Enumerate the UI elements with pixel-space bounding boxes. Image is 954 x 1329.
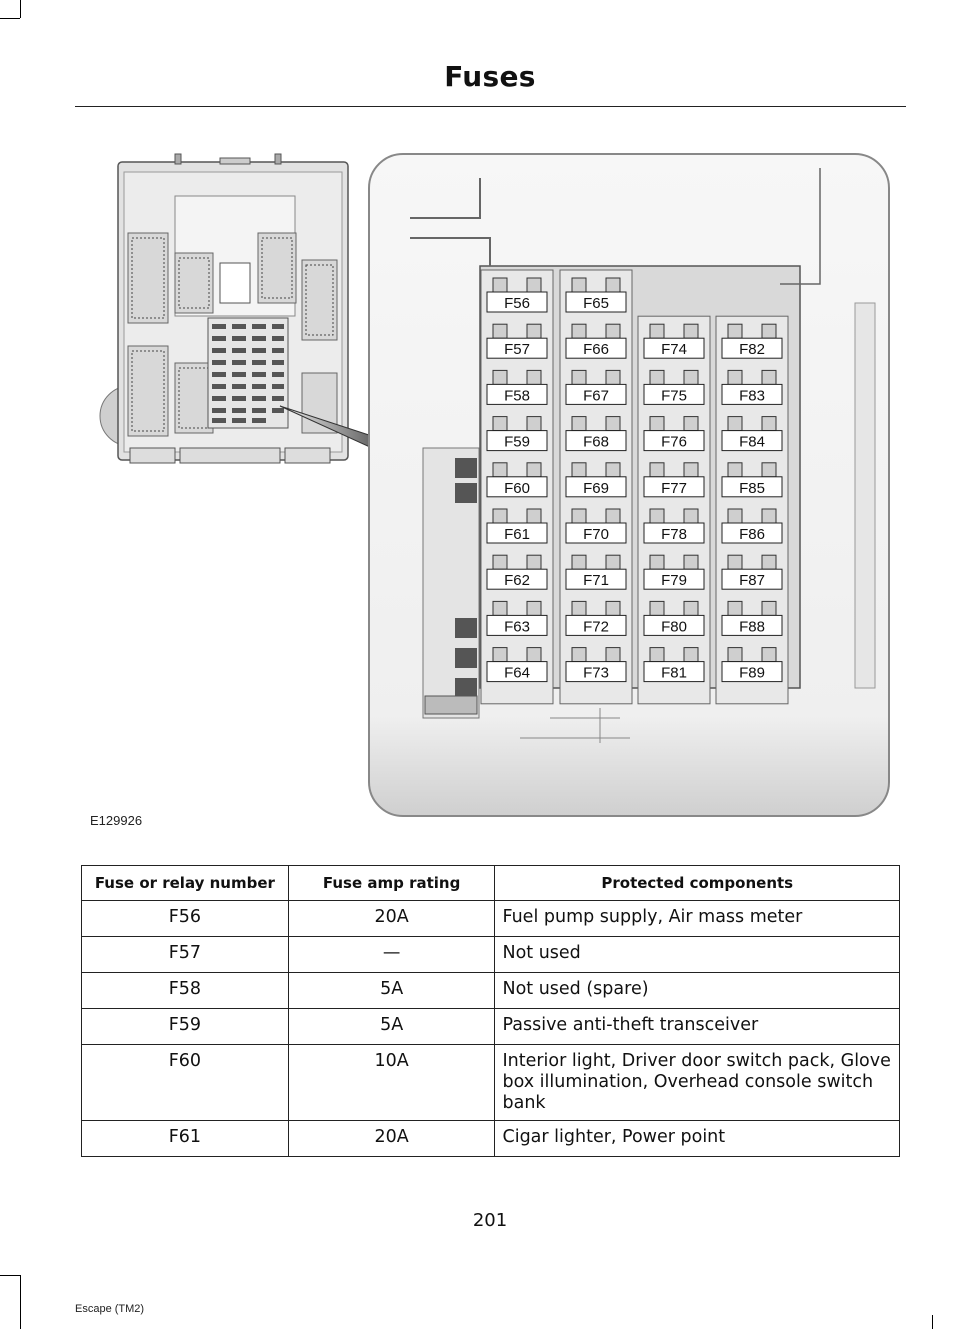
fuse-contact xyxy=(728,509,742,523)
fuse-contact xyxy=(606,648,620,662)
crop-mark xyxy=(0,1275,20,1276)
fuse-label: F62 xyxy=(504,572,530,590)
fuse-number-cell: F57 xyxy=(82,937,289,973)
fuse-contact xyxy=(493,417,507,431)
fuse-contact xyxy=(728,417,742,431)
fuse-column xyxy=(716,316,788,704)
fuse-contact xyxy=(650,324,664,338)
fuse-contact xyxy=(572,648,586,662)
fuse-contact xyxy=(762,324,776,338)
fuse-contact xyxy=(493,463,507,477)
fuse-contact xyxy=(684,417,698,431)
fuse-contact xyxy=(762,463,776,477)
column-header-amp-rating: Fuse amp rating xyxy=(288,866,495,901)
fuse-contact xyxy=(762,555,776,569)
fuse-contact xyxy=(606,601,620,615)
fuse-contact xyxy=(728,601,742,615)
fuse-contact xyxy=(572,278,586,292)
fuse-contact xyxy=(728,555,742,569)
fuse-contact xyxy=(684,601,698,615)
fuse-table xyxy=(81,865,900,1157)
fuse-label: F89 xyxy=(739,664,765,682)
fuse-contact xyxy=(493,509,507,523)
fuse-contact xyxy=(762,648,776,662)
crop-mark xyxy=(20,1275,21,1329)
amp-rating-cell: 5A xyxy=(288,973,495,1009)
fuse-contact xyxy=(527,648,541,662)
column-header-protected-components: Protected components xyxy=(495,866,900,901)
protected-components-cell: Passive anti-theft transceiver xyxy=(495,1009,900,1045)
fuse-contact xyxy=(684,463,698,477)
fuse-contact xyxy=(606,417,620,431)
amp-rating-cell: 20A xyxy=(288,1121,495,1157)
fuse-contact xyxy=(684,555,698,569)
title-divider xyxy=(75,106,906,107)
crop-mark xyxy=(0,18,20,19)
fuse-contact xyxy=(684,324,698,338)
amp-rating-cell: 10A xyxy=(288,1045,495,1121)
fuse-label: F86 xyxy=(739,526,765,543)
fuse-contact xyxy=(493,370,507,384)
protected-components-cell: Fuel pump supply, Air mass meter xyxy=(495,901,900,937)
fuse-contact xyxy=(650,648,664,662)
fuse-label: F59 xyxy=(504,433,530,451)
fuse-contact xyxy=(762,601,776,615)
fuse-contact xyxy=(728,648,742,662)
fuse-contact xyxy=(527,601,541,615)
fuse-label: F88 xyxy=(739,618,765,636)
fuse-contact xyxy=(493,648,507,662)
page-number: 201 xyxy=(472,1210,508,1231)
fuse-label: F76 xyxy=(661,433,687,451)
fuse-contact xyxy=(762,417,776,431)
fuse-label: F71 xyxy=(583,572,609,590)
fuse-label: F80 xyxy=(661,618,687,636)
fuse-contact xyxy=(606,509,620,523)
table-header-row xyxy=(82,866,900,901)
fuse-contact xyxy=(728,463,742,477)
crop-mark xyxy=(20,0,21,18)
fuse-contact xyxy=(650,463,664,477)
fuse-contact xyxy=(527,463,541,477)
fuse-label: F72 xyxy=(583,618,609,636)
table-row xyxy=(82,1009,900,1045)
table-row xyxy=(82,1045,900,1121)
fuse-contact xyxy=(762,509,776,523)
figure-reference-id: E129926 xyxy=(90,813,143,828)
fuse-label: F63 xyxy=(504,618,530,636)
crop-mark xyxy=(932,1315,933,1329)
fuse-label: F74 xyxy=(661,341,687,359)
fuse-contact xyxy=(606,278,620,292)
table-row xyxy=(82,1121,900,1157)
fuse-contact xyxy=(527,555,541,569)
fuse-number-cell: F58 xyxy=(82,973,289,1009)
fuse-number-cell: F59 xyxy=(82,1009,289,1045)
table-row xyxy=(82,973,900,1009)
fuse-contact xyxy=(572,509,586,523)
fuse-contact xyxy=(762,370,776,384)
fuse-contact xyxy=(606,324,620,338)
fuse-contact xyxy=(527,417,541,431)
fuse-label: F77 xyxy=(661,479,687,497)
fuse-contact xyxy=(493,324,507,338)
fuse-contact xyxy=(650,417,664,431)
fuse-box-diagram xyxy=(80,148,900,828)
table-row xyxy=(82,901,900,937)
fuse-label: F61 xyxy=(504,526,530,543)
fuse-label: F75 xyxy=(661,387,687,405)
fuse-contact xyxy=(572,324,586,338)
protected-components-cell: Not used xyxy=(495,937,900,973)
fuse-label: F65 xyxy=(583,295,609,312)
fuse-number-cell: F56 xyxy=(82,901,289,937)
fuse-contact xyxy=(527,324,541,338)
fuse-label: F58 xyxy=(504,387,530,405)
fuse-label: F70 xyxy=(583,526,609,543)
fuse-contact xyxy=(684,648,698,662)
amp-rating-cell: — xyxy=(288,937,495,973)
fuse-label: F78 xyxy=(661,526,687,543)
fuse-contact xyxy=(606,555,620,569)
fuse-label: F68 xyxy=(583,433,609,451)
fuse-label: F60 xyxy=(504,479,530,497)
fuse-label: F66 xyxy=(583,341,609,359)
fuse-contact xyxy=(572,601,586,615)
fuse-contact xyxy=(650,509,664,523)
fuse-contact xyxy=(572,417,586,431)
fuse-label: F57 xyxy=(504,341,530,359)
fuse-contact xyxy=(527,509,541,523)
fuse-number-cell: F61 xyxy=(82,1121,289,1157)
fuse-label: F81 xyxy=(661,664,687,682)
fuse-label: F82 xyxy=(739,341,765,359)
fuse-label: F87 xyxy=(739,572,765,590)
fuse-contact xyxy=(606,463,620,477)
fuse-contact xyxy=(684,370,698,384)
fuse-contact xyxy=(493,555,507,569)
fuse-label: F56 xyxy=(504,295,530,312)
fuse-contact xyxy=(684,509,698,523)
footer-model-text: Escape (TM2) xyxy=(75,1303,145,1315)
fuse-contact xyxy=(606,370,620,384)
fuse-label: F67 xyxy=(583,387,609,405)
column-header-fuse-number: Fuse or relay number xyxy=(82,866,289,901)
fuse-contact xyxy=(572,370,586,384)
table-row xyxy=(82,937,900,973)
fuse-contact xyxy=(527,370,541,384)
amp-rating-cell: 5A xyxy=(288,1009,495,1045)
fuse-contact xyxy=(493,601,507,615)
fuse-contact xyxy=(572,555,586,569)
fuse-label: F64 xyxy=(504,664,530,682)
fuse-contact xyxy=(728,324,742,338)
protected-components-cell: Cigar lighter, Power point xyxy=(495,1121,900,1157)
fuse-label: F79 xyxy=(661,572,687,590)
fuse-label: F69 xyxy=(583,479,609,497)
fuse-number-cell: F60 xyxy=(82,1045,289,1121)
protected-components-cell: Interior light, Driver door switch pack, Glove box illumination, Overhead console switch bank xyxy=(495,1045,900,1121)
fuse-label: F83 xyxy=(739,387,765,405)
fuse-contact xyxy=(650,555,664,569)
fuse-label: F84 xyxy=(739,433,765,451)
fuse-column xyxy=(638,316,710,704)
protected-components-cell: Not used (spare) xyxy=(495,973,900,1009)
fuse-contact xyxy=(650,601,664,615)
fuse-contact xyxy=(527,278,541,292)
fuse-contact xyxy=(650,370,664,384)
page-title: Fuses xyxy=(444,60,536,93)
amp-rating-cell: 20A xyxy=(288,901,495,937)
fuse-label: F73 xyxy=(583,664,609,682)
fuse-label: F85 xyxy=(739,479,765,497)
fuse-contact xyxy=(493,278,507,292)
fuse-contact xyxy=(572,463,586,477)
fuse-contact xyxy=(728,370,742,384)
